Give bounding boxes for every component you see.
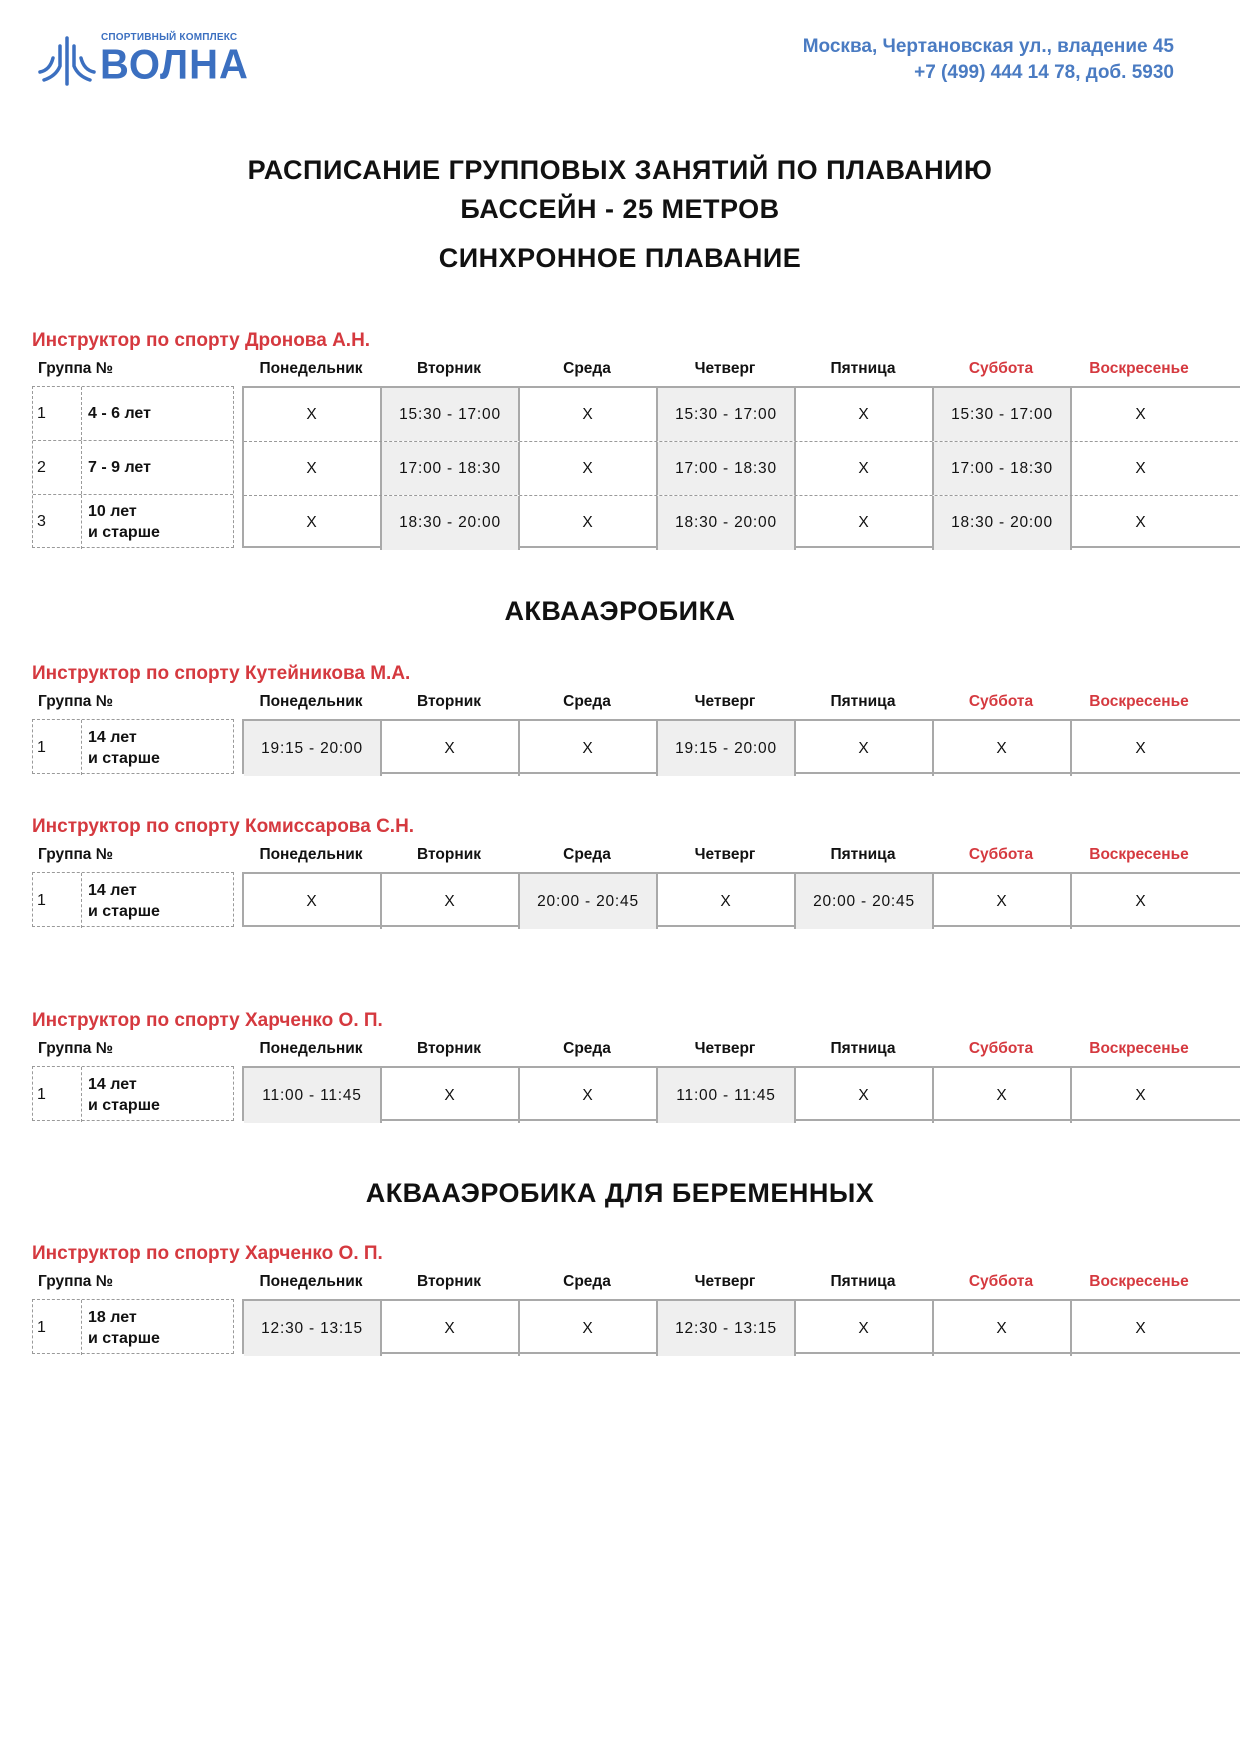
- instructor-block: [32, 812, 1212, 927]
- no-class-cell: X: [1135, 514, 1147, 531]
- group-row: [33, 1300, 233, 1355]
- no-class-cell: X: [796, 496, 934, 550]
- group-row: [33, 495, 233, 549]
- no-class-cell: X: [244, 388, 382, 441]
- instructor-block: [32, 659, 1212, 774]
- schedule-row: [244, 388, 1240, 442]
- group-column-header: Группа №: [38, 846, 114, 863]
- day-header: Вторник: [417, 1273, 481, 1290]
- no-class-cell: X: [1135, 739, 1147, 757]
- no-class-cell: X: [1135, 405, 1147, 423]
- no-class-cell: X: [934, 1301, 1072, 1356]
- no-class-cell: X: [934, 721, 1072, 776]
- day-header: Понедельник: [259, 1040, 363, 1057]
- class-time-cell: 18:30 - 20:00: [382, 496, 520, 550]
- group-number: 1: [37, 738, 46, 756]
- group-age: 14 лет и старше: [88, 728, 160, 767]
- group-age: 14 лет и старше: [88, 1075, 160, 1114]
- class-time-cell: 15:30 - 17:00: [934, 388, 1072, 441]
- group-list: [32, 386, 234, 548]
- day-header: Вторник: [417, 1040, 481, 1057]
- day-header: Среда: [563, 1273, 611, 1290]
- schedule-table: [32, 386, 1212, 548]
- group-column-header: Группа №: [38, 360, 114, 377]
- group-number: 3: [37, 513, 46, 530]
- schedule-grid: [242, 1299, 1240, 1354]
- contacts: [803, 34, 1174, 86]
- day-header: Понедельник: [259, 360, 363, 377]
- schedule-grid: [242, 719, 1240, 774]
- group-age: 14 лет и старше: [88, 881, 160, 920]
- no-class-cell: X: [520, 442, 658, 495]
- group-list: [32, 1299, 234, 1354]
- schedule-row: [244, 496, 1240, 550]
- section-title: АКВААЭРОБИКА ДЛЯ БЕРЕМЕННЫХ: [365, 1178, 875, 1208]
- table-header: [32, 356, 1212, 386]
- day-header: Воскресенье: [1089, 846, 1189, 863]
- group-separator: [81, 873, 82, 928]
- day-header: Воскресенье: [1089, 1040, 1189, 1057]
- day-header: Понедельник: [259, 693, 363, 710]
- group-separator: [81, 1067, 82, 1122]
- no-class-cell: X: [520, 1301, 658, 1356]
- class-time-cell: 20:00 - 20:45: [796, 874, 934, 929]
- no-class-cell: X: [382, 1068, 520, 1123]
- schedule-table: [32, 872, 1212, 927]
- group-age: 10 лет и старше: [88, 503, 160, 541]
- no-class-cell: X: [1135, 892, 1147, 910]
- address: Москва, Чертановская ул., владение 45: [802, 36, 1174, 57]
- class-time-cell: 12:30 - 13:15: [244, 1301, 382, 1356]
- instructor-name: Инструктор по спорту Комиссарова С.Н.: [32, 816, 415, 837]
- no-class-cell: X: [1135, 459, 1147, 477]
- logo: [38, 32, 249, 90]
- title-line-2: БАССЕЙН - 25 МЕТРОВ: [460, 194, 780, 224]
- class-time-cell: 11:00 - 11:45: [658, 1068, 796, 1123]
- no-class-cell: X: [1135, 1319, 1147, 1337]
- no-class-cell: X: [796, 442, 934, 495]
- day-header: Четверг: [694, 846, 756, 863]
- table-header: [32, 689, 1212, 719]
- day-header: Вторник: [417, 360, 481, 377]
- no-class-cell: X: [796, 721, 934, 776]
- day-header: Суббота: [968, 360, 1034, 377]
- table-header: [32, 842, 1212, 872]
- day-header: Четверг: [694, 1040, 756, 1057]
- schedule-grid: [242, 872, 1240, 927]
- day-header: Пятница: [830, 693, 896, 710]
- schedule-row: [244, 442, 1240, 496]
- no-class-cell: X: [244, 442, 382, 495]
- instructor-name: Инструктор по спорту Харченко О. П.: [32, 1010, 383, 1031]
- day-header: Пятница: [830, 846, 896, 863]
- group-column-header: Группа №: [38, 1273, 114, 1290]
- no-class-cell: X: [934, 1068, 1072, 1123]
- table-header: [32, 1036, 1212, 1066]
- group-separator: [81, 495, 82, 549]
- table-header: [32, 1269, 1212, 1299]
- no-class-cell: X: [520, 1068, 658, 1123]
- instructor-name: Инструктор по спорту Кутейникова М.А.: [32, 663, 411, 684]
- group-row: [33, 720, 233, 775]
- day-header: Четверг: [694, 693, 756, 710]
- day-header: Четверг: [694, 360, 756, 377]
- class-time-cell: 17:00 - 18:30: [658, 442, 796, 495]
- instructor-block: [32, 1239, 1212, 1354]
- no-class-cell: X: [520, 721, 658, 776]
- wave-logo-icon: [38, 34, 96, 88]
- group-age: 7 - 9 лет: [88, 459, 151, 476]
- day-header: Суббота: [968, 1273, 1034, 1290]
- class-time-cell: 12:30 - 13:15: [658, 1301, 796, 1356]
- group-column-header: Группа №: [38, 1040, 114, 1057]
- day-header: Вторник: [417, 846, 481, 863]
- instructor-block: [32, 326, 1212, 548]
- day-header: Четверг: [694, 1273, 756, 1290]
- day-header: Понедельник: [259, 1273, 363, 1290]
- day-header: Среда: [563, 360, 611, 377]
- group-list: [32, 872, 234, 927]
- no-class-cell: X: [1135, 1086, 1147, 1104]
- logo-tagline: СПОРТИВНЫЙ КОМПЛЕКС: [101, 32, 238, 43]
- group-separator: [81, 720, 82, 775]
- group-number: 2: [37, 458, 46, 476]
- no-class-cell: X: [520, 388, 658, 441]
- group-number: 1: [37, 891, 46, 909]
- group-row: [33, 441, 233, 495]
- day-header: Воскресенье: [1089, 693, 1189, 710]
- section-title: АКВААЭРОБИКА: [504, 596, 736, 626]
- group-number: 1: [37, 1318, 46, 1336]
- group-row: [33, 1067, 233, 1122]
- group-age: 18 лет и старше: [88, 1308, 160, 1347]
- class-time-cell: 15:30 - 17:00: [382, 388, 520, 441]
- schedule-row: [244, 721, 1240, 776]
- no-class-cell: X: [658, 874, 796, 929]
- phone: +7 (499) 444 14 78, доб. 5930: [914, 62, 1174, 83]
- class-time-cell: 19:15 - 20:00: [658, 721, 796, 776]
- instructor-block: [32, 1006, 1212, 1121]
- group-list: [32, 1066, 234, 1121]
- class-time-cell: 17:00 - 18:30: [382, 442, 520, 495]
- day-header: Среда: [563, 846, 611, 863]
- day-header: Среда: [563, 1040, 611, 1057]
- schedule-row: [244, 1068, 1240, 1123]
- day-header: Пятница: [830, 1273, 896, 1290]
- no-class-cell: X: [934, 874, 1072, 929]
- instructor-name: Инструктор по спорту Харченко О. П.: [32, 1243, 383, 1264]
- class-time-cell: 20:00 - 20:45: [520, 874, 658, 929]
- class-time-cell: 18:30 - 20:00: [934, 496, 1072, 550]
- instructor-name: Инструктор по спорту Дронова А.Н.: [32, 330, 371, 351]
- no-class-cell: X: [382, 874, 520, 929]
- title-line-1: РАСПИСАНИЕ ГРУППОВЫХ ЗАНЯТИЙ ПО ПЛАВАНИЮ: [247, 155, 993, 185]
- no-class-cell: X: [244, 874, 382, 929]
- no-class-cell: X: [796, 388, 934, 441]
- day-header: Воскресенье: [1089, 360, 1189, 377]
- class-time-cell: 17:00 - 18:30: [934, 442, 1072, 495]
- group-separator: [81, 387, 82, 440]
- no-class-cell: X: [796, 1068, 934, 1123]
- day-header: Суббота: [968, 693, 1034, 710]
- page-title: [0, 151, 1240, 229]
- group-column-header: Группа №: [38, 693, 114, 710]
- schedule-table: [32, 719, 1212, 774]
- group-separator: [81, 1300, 82, 1355]
- group-separator: [81, 441, 82, 494]
- logo-name: ВОЛНА: [100, 41, 249, 89]
- class-time-cell: 18:30 - 20:00: [658, 496, 796, 550]
- day-header: Пятница: [830, 1040, 896, 1057]
- day-header: Суббота: [968, 846, 1034, 863]
- group-row: [33, 873, 233, 928]
- day-header: Понедельник: [259, 846, 363, 863]
- class-time-cell: 19:15 - 20:00: [244, 721, 382, 776]
- schedule-row: [244, 1301, 1240, 1356]
- no-class-cell: X: [382, 1301, 520, 1356]
- schedule-grid: [242, 1066, 1240, 1121]
- day-header: Пятница: [830, 360, 896, 377]
- no-class-cell: X: [382, 721, 520, 776]
- schedule-table: [32, 1299, 1212, 1354]
- day-header: Воскресенье: [1089, 1273, 1189, 1290]
- group-list: [32, 719, 234, 774]
- class-time-cell: 11:00 - 11:45: [244, 1068, 382, 1123]
- schedule-row: [244, 874, 1240, 929]
- schedule-grid: [242, 386, 1240, 548]
- section-title: СИНХРОННОЕ ПЛАВАНИЕ: [438, 243, 802, 273]
- group-number: 1: [37, 1085, 46, 1103]
- no-class-cell: X: [520, 496, 658, 550]
- day-header: Суббота: [968, 1040, 1034, 1057]
- no-class-cell: X: [244, 496, 382, 550]
- class-time-cell: 15:30 - 17:00: [658, 388, 796, 441]
- day-header: Вторник: [417, 693, 481, 710]
- group-age: 4 - 6 лет: [88, 405, 151, 422]
- group-row: [33, 387, 233, 441]
- group-number: 1: [37, 404, 46, 422]
- schedule-table: [32, 1066, 1212, 1121]
- day-header: Среда: [563, 693, 611, 710]
- no-class-cell: X: [796, 1301, 934, 1356]
